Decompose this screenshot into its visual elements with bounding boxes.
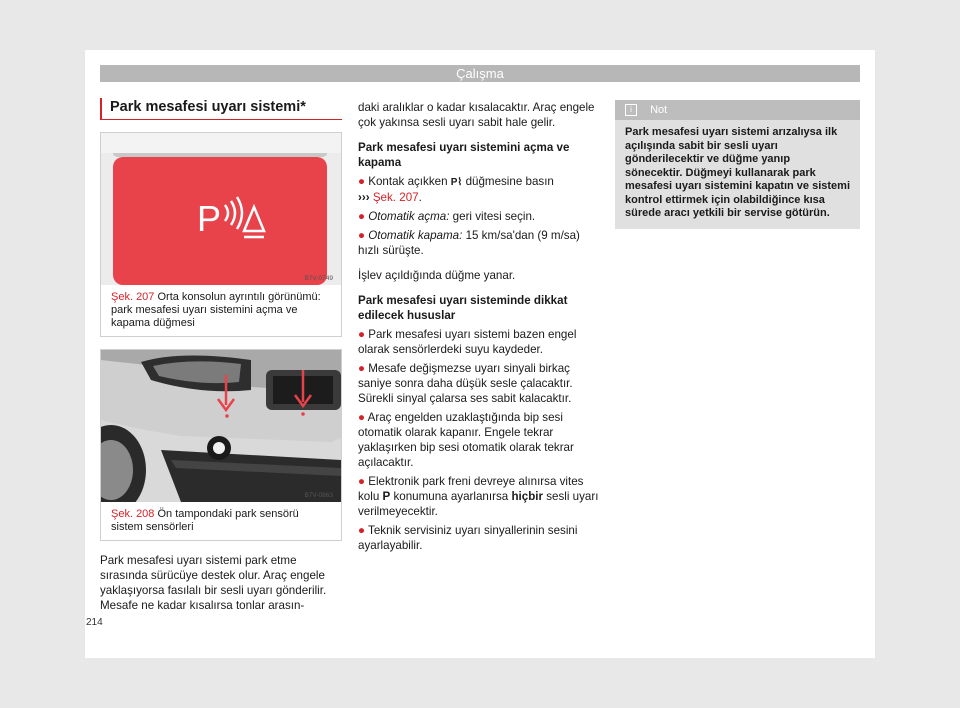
function-paragraph: İşlev açıldığında düğme yanar.: [358, 269, 516, 282]
note-box: [615, 100, 860, 229]
bullet-icon: ●: [358, 328, 366, 341]
intro-paragraph: Park mesafesi uyarı sistemi park etme sırasında sürücüye destek olur. Araç engele yaklaşıyorsa fasılalı bir sesli uyarı gönderilir. Mesafe ne kadar kısalırsa tonlar arasın-: [100, 554, 327, 612]
list-item: ● Otomatik açma: geri vitesi seçin.: [358, 210, 536, 223]
park-button-icon: P⌇: [450, 177, 463, 188]
bullet-icon: ●: [358, 175, 366, 188]
parking-sensor-button-illustration: [101, 133, 341, 285]
middle-column: [358, 100, 603, 553]
intro-continuation: daki aralıklar o kadar kısalacaktır. Araç engele çok yakınsa sesli uyarı sabit hale gelir.: [358, 101, 595, 129]
figure-caption: [101, 502, 341, 540]
bullet-icon: ●: [358, 524, 366, 537]
image-code: B7V-0863: [304, 492, 333, 499]
bullet-icon: ●: [358, 411, 366, 424]
list-item: ● Park mesafesi uyarı sistemi bazen engel olarak sensörlerdeki suyu kaydeder.: [358, 328, 577, 356]
info-icon: i: [625, 104, 637, 116]
note-text: Park mesafesi uyarı sistemi arızalıysa ilk açılışında sabit bir sesli uyarı gönderilecektir ve düğme yanıp sönecektir. Düğmeyi kullanarak park mesafesi uyarı sistemini kapatın ve sistemi kontrol ettirmek için olabildiğince kısa sürede aracı yetkili bir servise götürün.: [625, 126, 851, 219]
list-item: ● Otomatik kapama: 15 km/sa'dan (9 m/sa) hızlı sürüşte.: [358, 229, 580, 257]
list-item: ● Elektronik park freni devreye alınırsa vites kolu P konumuna ayarlanırsa hiçbir sesli uyarı verilmeyecektir.: [358, 475, 599, 518]
subheading-notes: Park mesafesi uyarı sisteminde dikkat edilecek hususlar: [358, 294, 568, 322]
chapter-title: Çalışma: [456, 66, 504, 81]
list-item: ● Teknik servisiniz uyarı sinyallerinin sesini ayarlayabilir.: [358, 524, 578, 552]
list-item: ● Kontak açıkken P⌇ düğmesine basın ››› Şek. 207.: [358, 175, 554, 204]
figure-caption: [101, 285, 341, 336]
figure-207: [100, 132, 342, 337]
figure-208: [100, 349, 342, 541]
subheading-on-off: Park mesafesi uyarı sistemini açma ve kapama: [358, 141, 570, 169]
bullet-icon: ●: [358, 210, 366, 223]
figure-caption-text: Ön tampondaki park sensörü sistem sensörleri: [111, 508, 299, 533]
note-header: [615, 100, 860, 120]
parking-button-image: [101, 133, 341, 285]
list-item: ● Mesafe değişmezse uyarı sinyali birkaç saniye sonra daha düşük sesle çalacaktır. Sürekli sinyal çalarsa ses sabit kalacaktır.: [358, 362, 573, 405]
left-column: [100, 98, 342, 613]
bullet-icon: ●: [358, 475, 366, 488]
section-title: Park mesafesi uyarı sistemi*: [100, 98, 342, 120]
figure-number: Şek. 207: [111, 291, 155, 303]
figure-reference-link[interactable]: Şek. 207: [372, 191, 419, 204]
right-column: [615, 100, 860, 229]
list-item: ● Araç engelden uzaklaştığında bip sesi otomatik olarak kapanır. Engele tekrar yaklaşırken bip sesi otomatik olarak tekrar açılacaktır.: [358, 411, 574, 469]
bullet-icon: ●: [358, 229, 366, 242]
chapter-header: [100, 65, 860, 82]
figure-number: Şek. 208: [111, 508, 155, 520]
parking-p-icon: P: [197, 198, 222, 239]
bullet-icon: ●: [358, 362, 366, 375]
bumper-sensors-image: [101, 350, 341, 502]
note-heading: Not: [650, 104, 668, 116]
image-code: B7V-0749: [304, 275, 333, 282]
front-bumper-illustration: [101, 350, 341, 502]
figure-caption-text: Orta konsolun ayrıntılı görünümü: park mesafesi uyarı sistemini açma ve kapama düğmesi: [111, 291, 321, 329]
page-number: 214: [86, 617, 103, 628]
